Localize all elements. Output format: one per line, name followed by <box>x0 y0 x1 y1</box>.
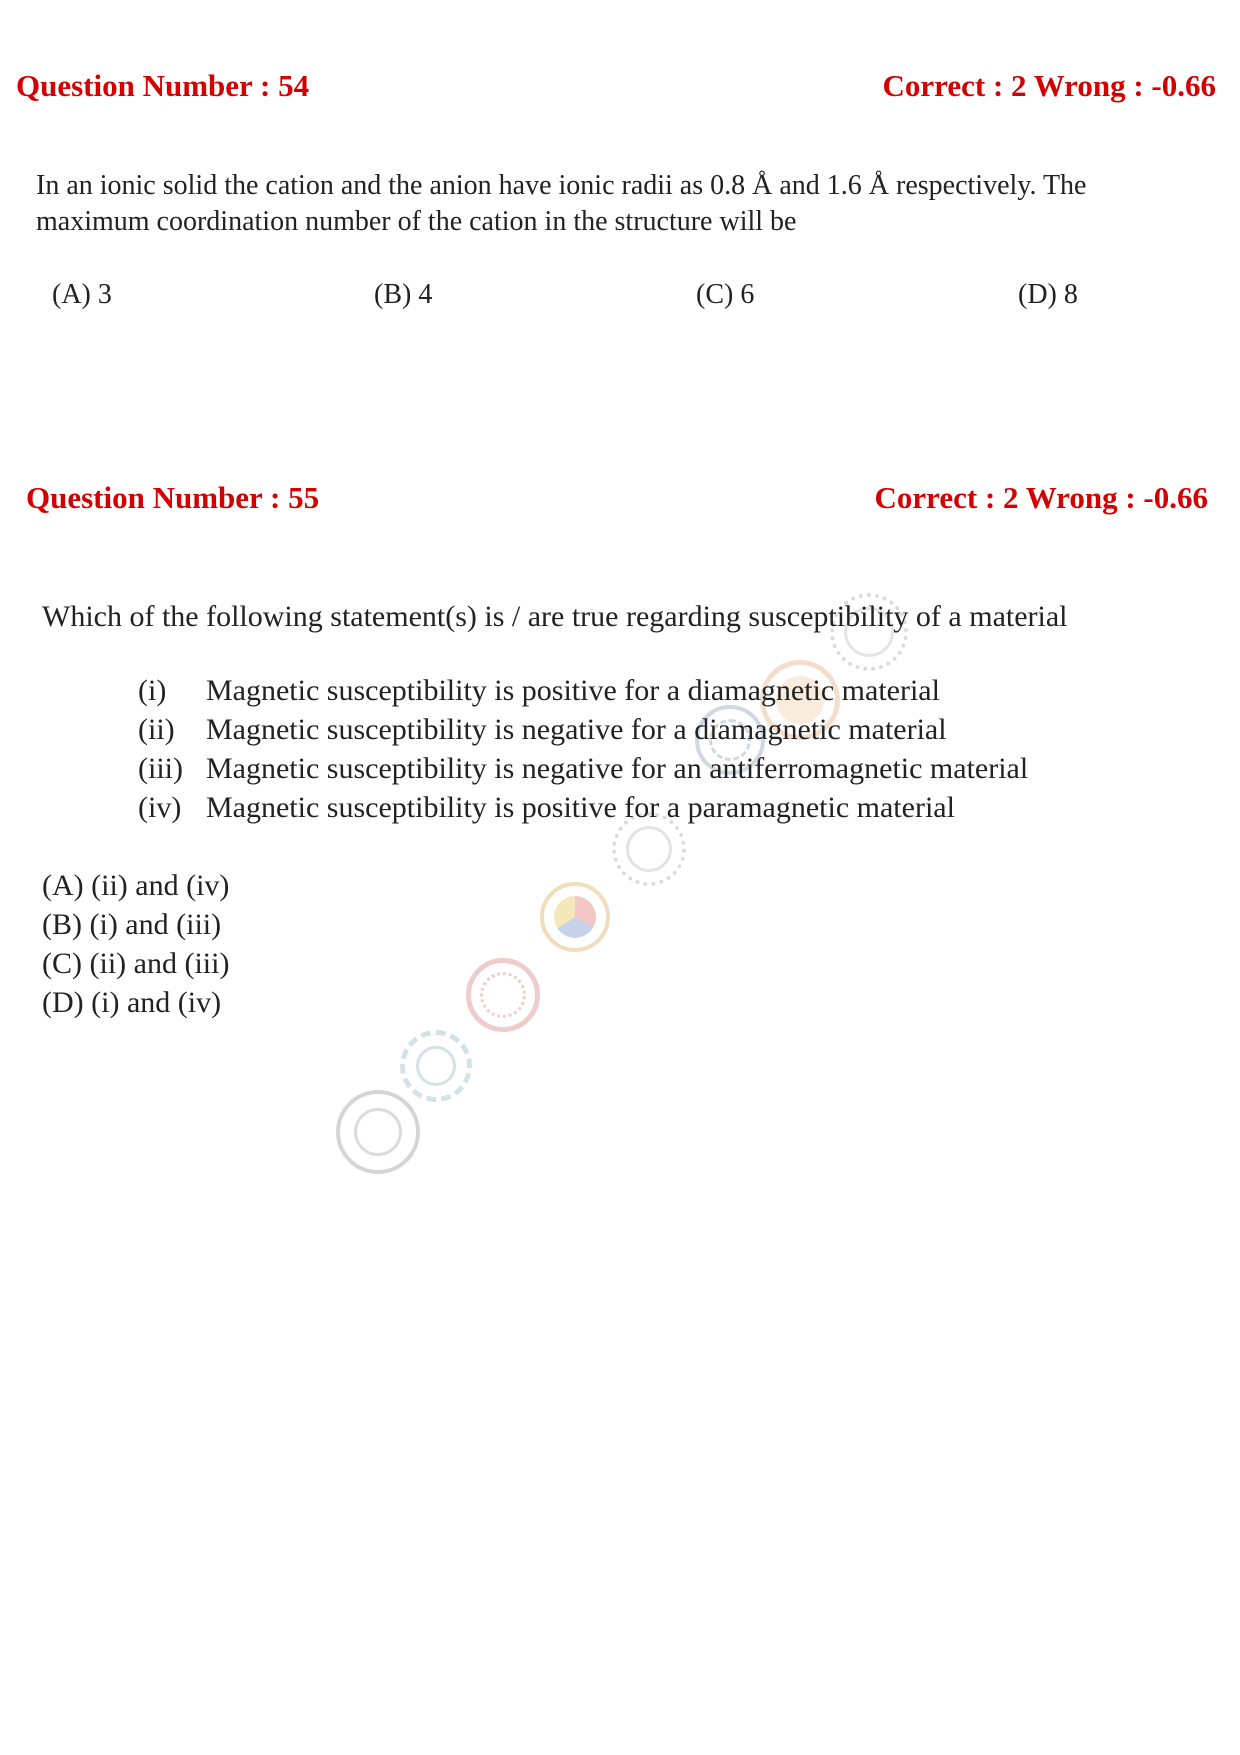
question-54-stem-line-2: maximum coordination number of the cation in the structure will be <box>36 206 797 237</box>
question-54-stem-line-1: In an ionic solid the cation and the anion have ionic radii as 0.8 Å and 1.6 Å respectively. The <box>36 170 1087 201</box>
statement-text: Magnetic susceptibility is negative for an antiferromagnetic material <box>206 752 1029 785</box>
question-55-stem: Which of the following statement(s) is / are true regarding susceptibility of a material <box>42 600 1068 633</box>
statement-text: Magnetic susceptibility is positive for a diamagnetic material <box>206 674 940 707</box>
question-54-option-d: (D) 8 <box>1018 279 1078 310</box>
question-54-marks: Correct : 2 Wrong : -0.66 <box>882 68 1216 103</box>
question-54-option-c: (C) 6 <box>696 279 755 310</box>
watermark-seal-icon <box>400 1030 472 1102</box>
question-55-marks: Correct : 2 Wrong : -0.66 <box>874 480 1208 515</box>
watermark-seal-icon <box>336 1090 420 1174</box>
statement-item <box>138 672 940 710</box>
statement-text: Magnetic susceptibility is positive for a paramagnetic material <box>206 791 955 824</box>
statement-number: (iii) <box>138 752 183 785</box>
question-55-option-a: (A) (ii) and (iv) <box>42 869 230 902</box>
question-54-option-b: (B) 4 <box>374 279 433 310</box>
question-55-option-c: (C) (ii) and (iii) <box>42 947 230 980</box>
question-54-header: Question Number : 54 <box>16 68 310 103</box>
watermark-seal-icon <box>466 958 540 1032</box>
question-55-option-b: (B) (i) and (iii) <box>42 908 222 941</box>
statement-number: (i) <box>138 674 167 707</box>
statement-text: Magnetic susceptibility is negative for a diamagnetic material <box>206 713 947 746</box>
statement-item <box>138 789 955 827</box>
statement-item <box>138 711 947 749</box>
question-54-option-a: (A) 3 <box>52 279 112 310</box>
statement-item <box>138 750 1028 788</box>
watermark-seal-icon <box>540 882 610 952</box>
statement-number: (iv) <box>138 791 182 824</box>
question-55-header: Question Number : 55 <box>26 480 320 515</box>
question-55-option-d: (D) (i) and (iv) <box>42 986 222 1019</box>
statement-number: (ii) <box>138 713 175 746</box>
